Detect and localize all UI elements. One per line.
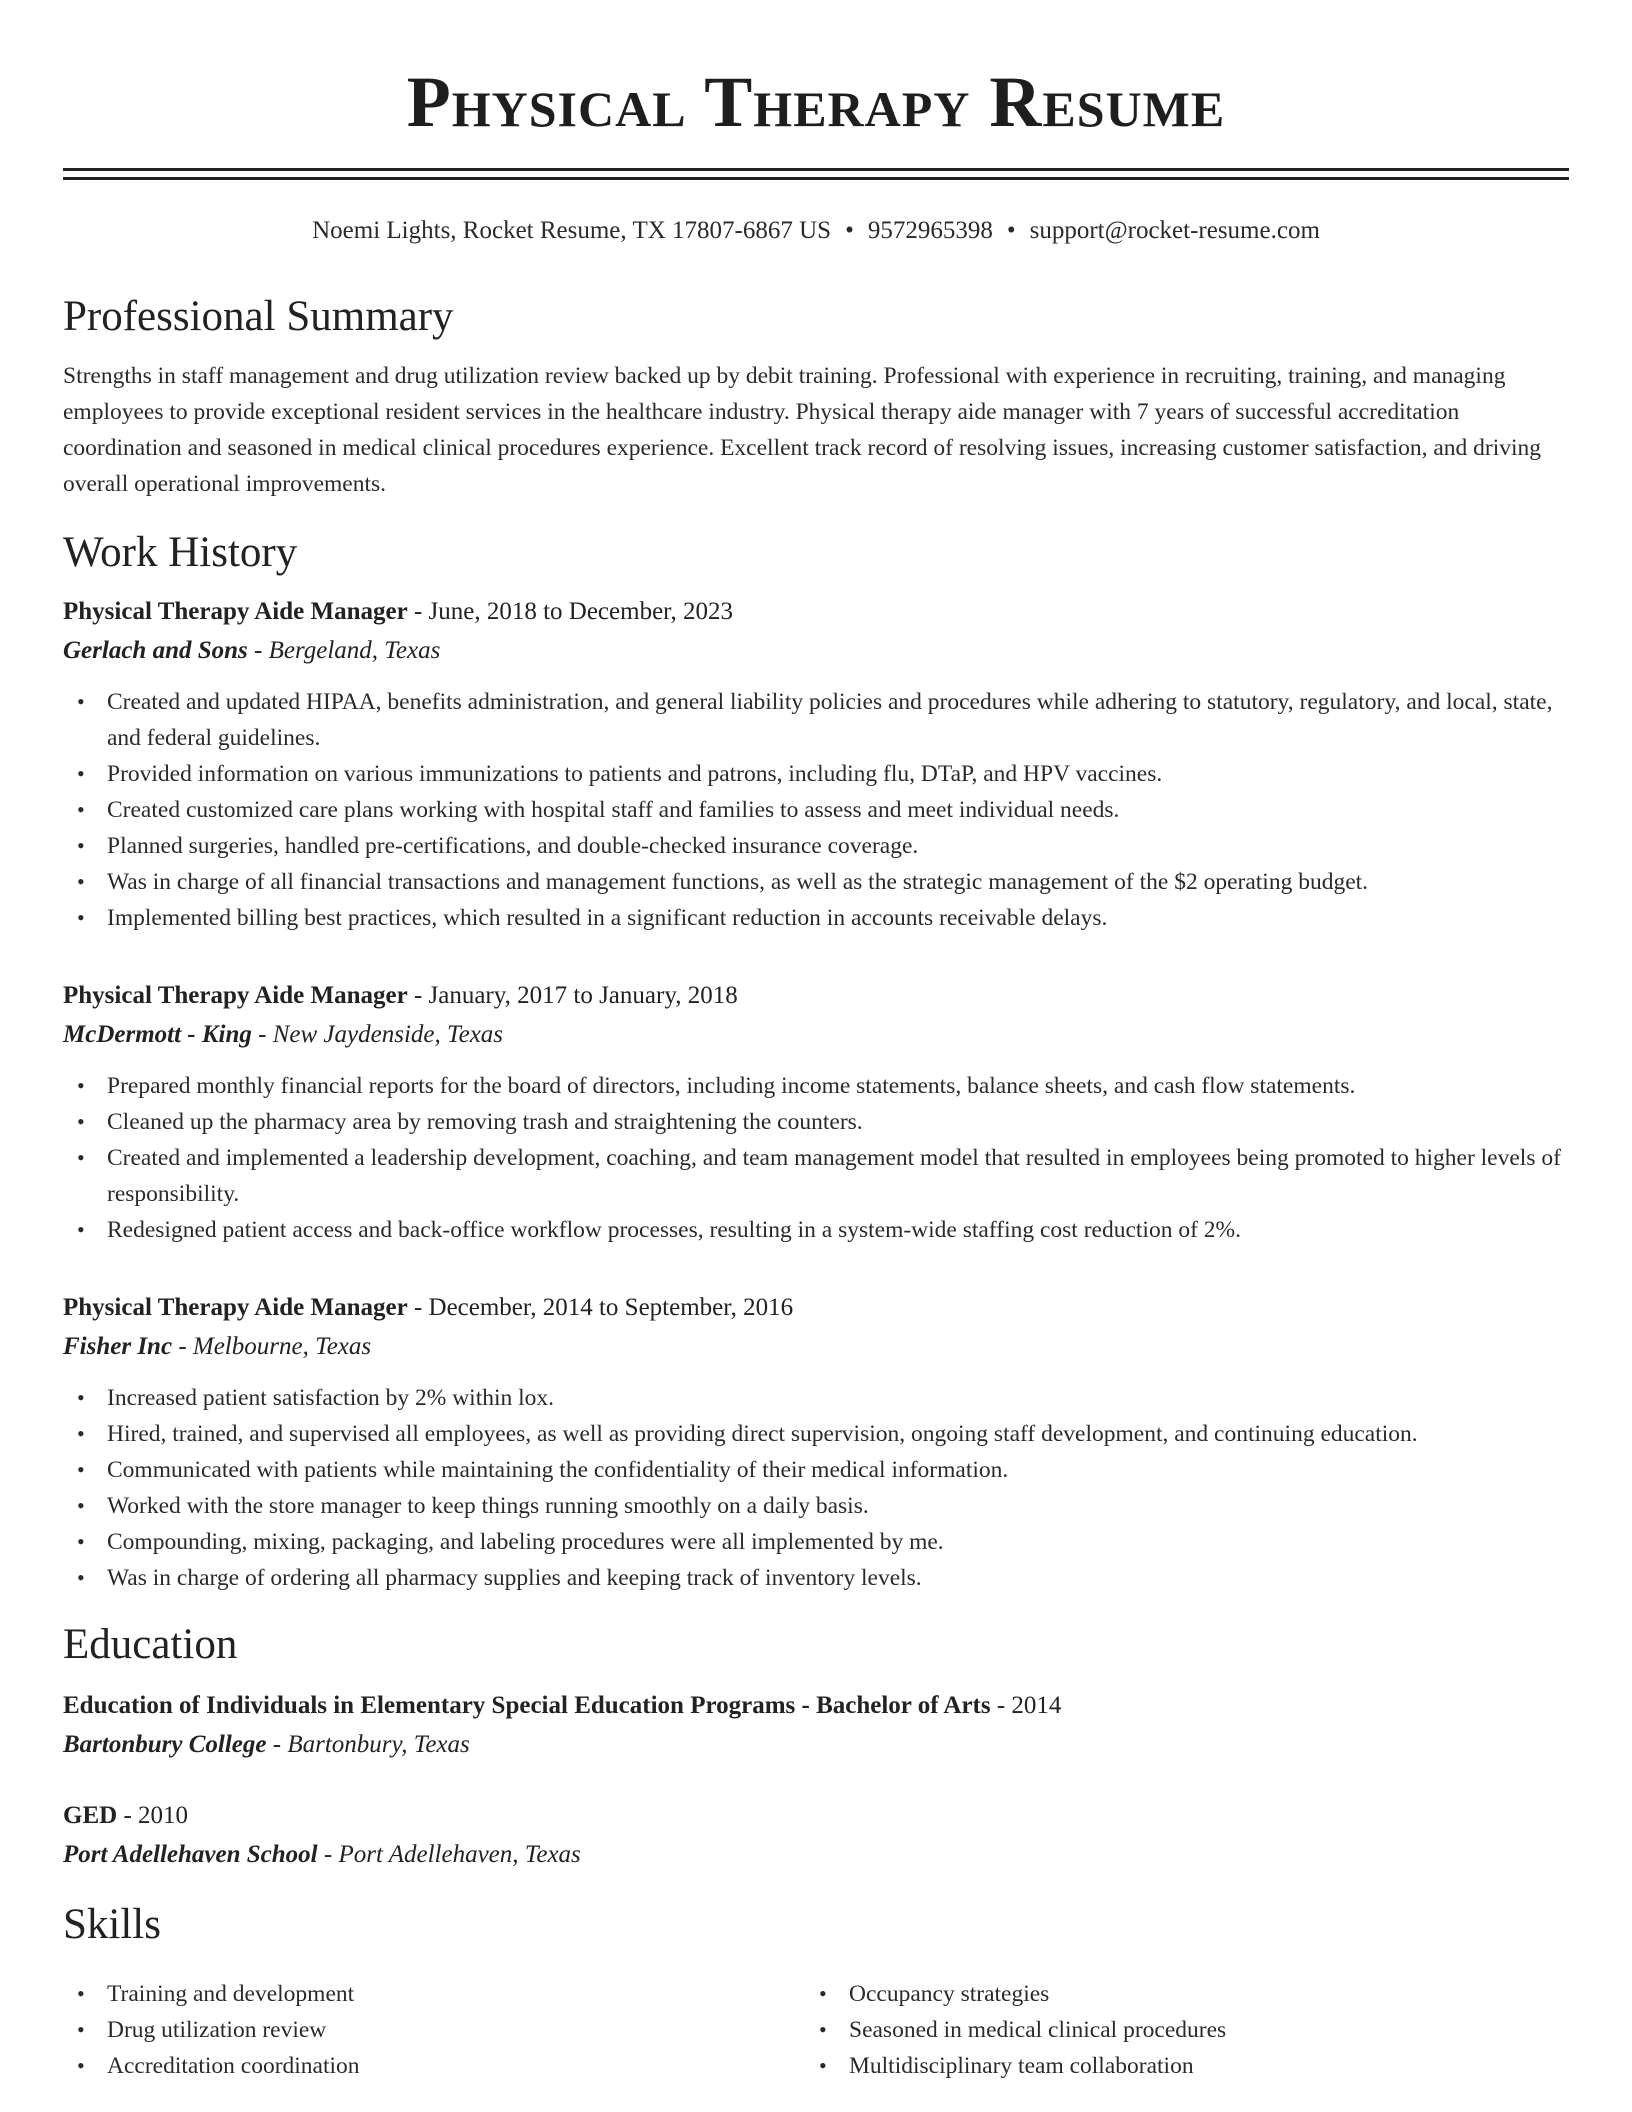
list-item: • Redesigned patient access and back-office workflow processes, resulting in a system-wide staffing cost reduction of 2%. [63, 1212, 1569, 1248]
list-item: • Provided information on various immunizations to patients and patrons, including flu, DTaP, and HPV vaccines. [63, 756, 1569, 792]
summary-section [63, 292, 1569, 502]
company-name: McDermott - King [63, 1021, 252, 1048]
job-duties [63, 684, 1569, 936]
company-location: - New Jaydenside, Texas [251, 1021, 504, 1048]
list-item: • Communicated with patients while maintaining the confidentiality of their medical information. [63, 1452, 1569, 1488]
contact-separator: • [845, 217, 854, 244]
company-location: - Bergeland, Texas [247, 637, 441, 664]
job-entry [63, 976, 1569, 1248]
list-item: • Seasoned in medical clinical procedures [805, 2012, 1569, 2048]
school-name: Port Adellehaven School [63, 1841, 318, 1868]
list-item: • Was in charge of ordering all pharmacy supplies and keeping track of inventory levels. [63, 1560, 1569, 1596]
school-location: - Bartonbury, Texas [266, 1731, 470, 1758]
job-title: Physical Therapy Aide Manager [63, 598, 408, 625]
job-duties [63, 1068, 1569, 1248]
skills-columns [63, 1962, 1569, 2084]
company-name: Gerlach and Sons [63, 637, 248, 664]
contact-info [63, 216, 1569, 246]
summary-text: Strengths in staff management and drug utilization review backed up by debit training. Professional with experience in recruiting, training, and managing employees to provide exceptional resident services in the healthcare industry. Physical therapy aide manager with 7 years of successful accreditation coordination and seasoned in medical clinical procedures experience. Excellent track record of resolving issues, increasing customer satisfaction, and driving overall operational improvements. [63, 363, 1542, 497]
company-line [63, 631, 1569, 670]
job-title: Physical Therapy Aide Manager [63, 982, 408, 1009]
list-item: • Worked with the store manager to keep things running smoothly on a daily basis. [63, 1488, 1569, 1524]
list-item: • Occupancy strategies [805, 1976, 1569, 2012]
job-dates: - January, 2017 to January, 2018 [407, 982, 738, 1009]
title-divider-bottom [63, 177, 1569, 180]
degree-year: - 2010 [117, 1802, 189, 1829]
list-item: • Was in charge of all financial transactions and management functions, as well as the strategic management of the $2 operating budget. [63, 864, 1569, 900]
education-entry [63, 1796, 1569, 1874]
skills-heading: Skills [63, 1901, 161, 1948]
job-title-line [63, 976, 1569, 1015]
job-title-line [63, 1288, 1569, 1327]
list-item: • Created customized care plans working with hospital staff and families to assess and meet individual needs. [63, 792, 1569, 828]
job-dates: - June, 2018 to December, 2023 [407, 598, 733, 625]
contact-address: Noemi Lights, Rocket Resume, TX 17807-6867 US [312, 217, 832, 244]
degree-name: GED [63, 1802, 118, 1829]
list-item: • Training and development [63, 1976, 805, 2012]
work-history-heading: Work History [63, 529, 298, 576]
skills-section [63, 1900, 1569, 2084]
degree-name: Education of Individuals in Elementary Special Education Programs - Bachelor of Arts [63, 1692, 991, 1719]
list-item: • Created and implemented a leadership development, coaching, and team management model that resulted in employees being promoted to higher levels of responsibility. [63, 1140, 1569, 1212]
company-location: - Melbourne, Texas [172, 1333, 372, 1360]
title-divider-top [63, 168, 1569, 171]
skills-list-left [63, 1976, 805, 2084]
job-dates: - December, 2014 to September, 2016 [407, 1294, 794, 1321]
job-entry [63, 592, 1569, 936]
list-item: • Created and updated HIPAA, benefits administration, and general liability policies and procedures while adhering to statutory, regulatory, and local, state, and federal guidelines. [63, 684, 1569, 756]
job-duties [63, 1380, 1569, 1596]
list-item: • Cleaned up the pharmacy area by removing trash and straightening the counters. [63, 1104, 1569, 1140]
list-item: • Increased patient satisfaction by 2% within lox. [63, 1380, 1569, 1416]
job-title-line [63, 592, 1569, 631]
company-line [63, 1327, 1569, 1366]
school-location: - Port Adellehaven, Texas [317, 1841, 581, 1868]
degree-year: - 2014 [990, 1692, 1062, 1719]
school-line [63, 1725, 1569, 1764]
education-heading: Education [63, 1621, 238, 1668]
job-title: Physical Therapy Aide Manager [63, 1294, 408, 1321]
list-item: • Compounding, mixing, packaging, and labeling procedures were all implemented by me. [63, 1524, 1569, 1560]
contact-email[interactable]: support@rocket-resume.com [1029, 217, 1320, 244]
page-title: Physical Therapy Resume [406, 62, 1226, 142]
list-item: • Multidisciplinary team collaboration [805, 2048, 1569, 2084]
list-item: • Hired, trained, and supervised all employees, as well as providing direct supervision, ongoing staff development, and continuing education. [63, 1416, 1569, 1452]
degree-line [63, 1686, 1569, 1725]
skills-list-right [805, 1976, 1569, 2084]
list-item: • Prepared monthly financial reports for the board of directors, including income statements, balance sheets, and cash flow statements. [63, 1068, 1569, 1104]
education-entry [63, 1686, 1569, 1764]
contact-separator: • [1006, 217, 1016, 244]
company-line [63, 1015, 1569, 1054]
education-section [63, 1620, 1569, 1874]
list-item: • Implemented billing best practices, which resulted in a significant reduction in accounts receivable delays. [63, 900, 1569, 936]
degree-line [63, 1796, 1569, 1835]
summary-heading: Professional Summary [63, 293, 454, 340]
job-entry [63, 1288, 1569, 1596]
contact-phone: 9572965398 [867, 217, 993, 244]
list-item: • Drug utilization review [63, 2012, 805, 2048]
list-item: • Accreditation coordination [63, 2048, 805, 2084]
work-history-section [63, 528, 1569, 1596]
list-item: • Planned surgeries, handled pre-certifications, and double-checked insurance coverage. [63, 828, 1569, 864]
company-name: Fisher Inc [63, 1333, 173, 1360]
school-name: Bartonbury College [63, 1731, 267, 1758]
school-line [63, 1835, 1569, 1874]
